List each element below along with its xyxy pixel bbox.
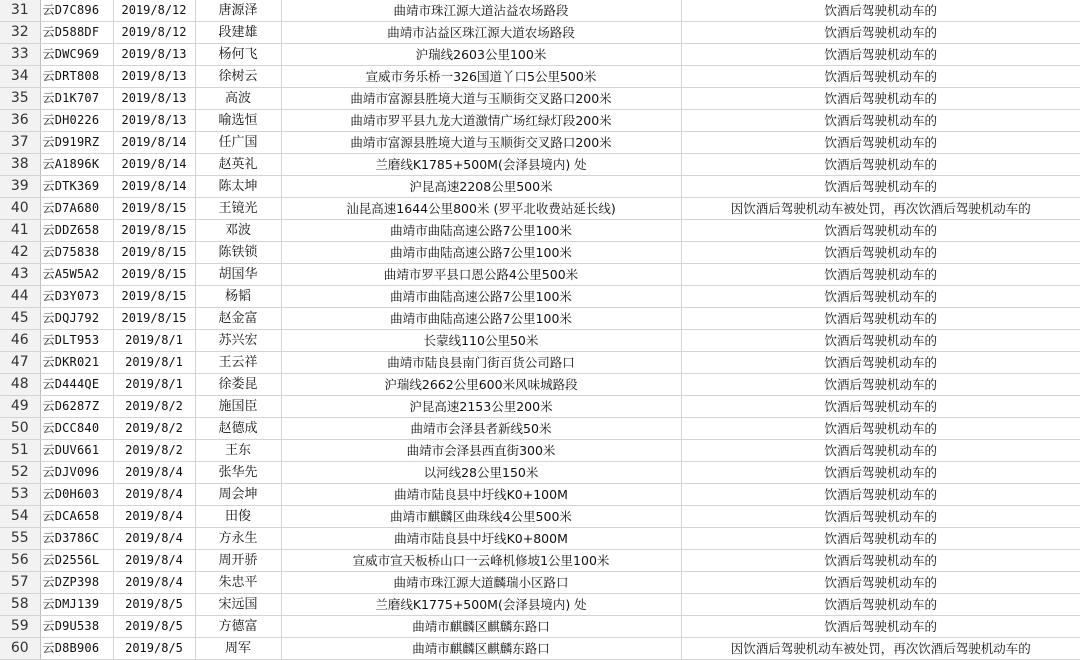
offense-cell[interactable]: 饮酒后驾驶机动车的 [681,418,1080,440]
row-number[interactable]: 44 [0,286,40,308]
date-cell[interactable]: 2019/8/2 [113,440,195,462]
row-number[interactable]: 49 [0,396,40,418]
date-cell[interactable]: 2019/8/5 [113,616,195,638]
row-number[interactable]: 55 [0,528,40,550]
location-cell[interactable]: 曲靖市沾益区珠江源大道农场路段 [281,22,681,44]
name-cell[interactable]: 邓波 [195,220,281,242]
name-cell[interactable]: 周会坤 [195,484,281,506]
location-cell[interactable]: 曲靖市富源县胜境大道与玉顺街交叉路口200米 [281,88,681,110]
row-number[interactable]: 41 [0,220,40,242]
name-cell[interactable]: 段建雄 [195,22,281,44]
name-cell[interactable]: 方德富 [195,616,281,638]
location-cell[interactable]: 曲靖市罗平县口恩公路4公里500米 [281,264,681,286]
location-cell[interactable]: 曲靖市陆良县南门街百货公司路口 [281,352,681,374]
row-number[interactable]: 58 [0,594,40,616]
plate-cell[interactable]: 云D919RZ [40,132,113,154]
name-cell[interactable]: 张华先 [195,462,281,484]
name-cell[interactable]: 高波 [195,88,281,110]
name-cell[interactable]: 周开骄 [195,550,281,572]
name-cell[interactable]: 任广国 [195,132,281,154]
location-cell[interactable]: 曲靖市富源县胜境大道与玉顺街交叉路口200米 [281,132,681,154]
date-cell[interactable]: 2019/8/13 [113,88,195,110]
offense-cell[interactable]: 饮酒后驾驶机动车的 [681,528,1080,550]
offense-cell[interactable]: 饮酒后驾驶机动车的 [681,396,1080,418]
location-cell[interactable]: 曲靖市曲陆高速公路7公里100米 [281,220,681,242]
table-row [0,528,1080,550]
offense-cell[interactable]: 因饮酒后驾驶机动车被处罚，再次饮酒后驾驶机动车的 [681,638,1080,660]
plate-cell[interactable]: 云DDZ658 [40,220,113,242]
location-cell[interactable]: 曲靖市珠江源大道沾益农场路段 [281,0,681,22]
plate-cell[interactable]: 云DWC969 [40,44,113,66]
plate-cell[interactable]: 云D8B906 [40,638,113,660]
row-number[interactable]: 32 [0,22,40,44]
table-row [0,220,1080,242]
offense-cell[interactable]: 饮酒后驾驶机动车的 [681,572,1080,594]
date-cell[interactable]: 2019/8/15 [113,198,195,220]
row-number[interactable]: 39 [0,176,40,198]
table-row [0,44,1080,66]
table-row [0,308,1080,330]
name-cell[interactable]: 喻选恒 [195,110,281,132]
row-number[interactable]: 45 [0,308,40,330]
offense-cell[interactable]: 饮酒后驾驶机动车的 [681,462,1080,484]
plate-cell[interactable]: 云DZP398 [40,572,113,594]
row-number[interactable]: 54 [0,506,40,528]
name-cell[interactable]: 赵金富 [195,308,281,330]
date-cell[interactable]: 2019/8/1 [113,330,195,352]
row-number[interactable]: 31 [0,0,40,22]
name-cell[interactable]: 周军 [195,638,281,660]
plate-cell[interactable]: 云A5W5A2 [40,264,113,286]
location-cell[interactable]: 曲靖市会泽县者新线50米 [281,418,681,440]
offense-cell[interactable]: 饮酒后驾驶机动车的 [681,88,1080,110]
name-cell[interactable]: 杨韬 [195,286,281,308]
offense-cell[interactable]: 因饮酒后驾驶机动车被处罚，再次饮酒后驾驶机动车的 [681,198,1080,220]
location-cell[interactable]: 以河线28公里150米 [281,462,681,484]
date-cell[interactable]: 2019/8/4 [113,484,195,506]
date-cell[interactable]: 2019/8/15 [113,286,195,308]
table-row [0,198,1080,220]
plate-cell[interactable]: 云DKR021 [40,352,113,374]
date-cell[interactable]: 2019/8/4 [113,572,195,594]
row-number[interactable]: 52 [0,462,40,484]
row-number[interactable]: 38 [0,154,40,176]
name-cell[interactable]: 杨何飞 [195,44,281,66]
name-cell[interactable]: 施国臣 [195,396,281,418]
location-cell[interactable]: 曲靖市陆良县中圩线K0+100M [281,484,681,506]
plate-cell[interactable]: 云DRT808 [40,66,113,88]
offense-cell[interactable]: 饮酒后驾驶机动车的 [681,550,1080,572]
date-cell[interactable]: 2019/8/13 [113,110,195,132]
date-cell[interactable]: 2019/8/15 [113,242,195,264]
plate-cell[interactable]: 云DCC840 [40,418,113,440]
row-number[interactable]: 35 [0,88,40,110]
date-cell[interactable]: 2019/8/5 [113,594,195,616]
date-cell[interactable]: 2019/8/4 [113,462,195,484]
plate-cell[interactable]: 云D7A680 [40,198,113,220]
date-cell[interactable]: 2019/8/14 [113,132,195,154]
date-cell[interactable]: 2019/8/2 [113,418,195,440]
date-cell[interactable]: 2019/8/5 [113,638,195,660]
table-row [0,572,1080,594]
row-number[interactable]: 48 [0,374,40,396]
table-row [0,264,1080,286]
date-cell[interactable]: 2019/8/14 [113,176,195,198]
location-cell[interactable]: 长蒙线110公里50米 [281,330,681,352]
table-row [0,374,1080,396]
date-cell[interactable]: 2019/8/4 [113,528,195,550]
date-cell[interactable]: 2019/8/15 [113,220,195,242]
name-cell[interactable]: 赵德成 [195,418,281,440]
table-row [0,88,1080,110]
name-cell[interactable]: 王云祥 [195,352,281,374]
name-cell[interactable]: 苏兴宏 [195,330,281,352]
date-cell[interactable]: 2019/8/4 [113,550,195,572]
table-row [0,286,1080,308]
plate-cell[interactable]: 云D3786C [40,528,113,550]
name-cell[interactable]: 陈铁锁 [195,242,281,264]
location-cell[interactable]: 沪昆高速2208公里500米 [281,176,681,198]
table-row [0,352,1080,374]
name-cell[interactable]: 王东 [195,440,281,462]
date-cell[interactable]: 2019/8/13 [113,66,195,88]
location-cell[interactable]: 宣威市宣天板桥山口一云峰机修坡1公里100米 [281,550,681,572]
date-cell[interactable]: 2019/8/2 [113,396,195,418]
offense-cell[interactable]: 饮酒后驾驶机动车的 [681,132,1080,154]
name-cell[interactable]: 王镜光 [195,198,281,220]
name-cell[interactable]: 唐源泽 [195,0,281,22]
name-cell[interactable]: 徐树云 [195,66,281,88]
plate-cell[interactable]: 云DMJ139 [40,594,113,616]
location-cell[interactable]: 沪瑞线2662公里600米风味城路段 [281,374,681,396]
offense-cell[interactable]: 饮酒后驾驶机动车的 [681,154,1080,176]
table-row [0,638,1080,660]
date-cell[interactable]: 2019/8/13 [113,44,195,66]
plate-cell[interactable]: 云DTK369 [40,176,113,198]
location-cell[interactable]: 兰磨线K1775+500M(会泽县境内) 处 [281,594,681,616]
offense-cell[interactable]: 饮酒后驾驶机动车的 [681,484,1080,506]
plate-cell[interactable]: 云DCA658 [40,506,113,528]
table-row [0,550,1080,572]
location-cell[interactable]: 兰磨线K1785+500M(会泽县境内) 处 [281,154,681,176]
row-number[interactable]: 51 [0,440,40,462]
row-number[interactable]: 56 [0,550,40,572]
row-number[interactable]: 59 [0,616,40,638]
name-cell[interactable]: 朱忠平 [195,572,281,594]
offense-cell[interactable]: 饮酒后驾驶机动车的 [681,264,1080,286]
table-row [0,418,1080,440]
offense-cell[interactable]: 饮酒后驾驶机动车的 [681,44,1080,66]
table-row [0,616,1080,638]
name-cell[interactable]: 赵英礼 [195,154,281,176]
table-row [0,22,1080,44]
offense-cell[interactable]: 饮酒后驾驶机动车的 [681,594,1080,616]
table-row [0,396,1080,418]
row-number[interactable]: 40 [0,198,40,220]
plate-cell[interactable]: 云DUV661 [40,440,113,462]
offense-cell[interactable]: 饮酒后驾驶机动车的 [681,352,1080,374]
location-cell[interactable]: 汕昆高速1644公里800米 (罗平北收费站延长线) [281,198,681,220]
offense-cell[interactable]: 饮酒后驾驶机动车的 [681,66,1080,88]
location-cell[interactable]: 曲靖市珠江源大道麟瑞小区路口 [281,572,681,594]
table-row [0,154,1080,176]
plate-cell[interactable]: 云D2556L [40,550,113,572]
location-cell[interactable]: 曲靖市陆良县中圩线K0+800M [281,528,681,550]
offense-cell[interactable]: 饮酒后驾驶机动车的 [681,308,1080,330]
location-cell[interactable]: 曲靖市麒麟区麒麟东路口 [281,638,681,660]
plate-cell[interactable]: 云DQJ792 [40,308,113,330]
row-number[interactable]: 53 [0,484,40,506]
row-number[interactable]: 36 [0,110,40,132]
date-cell[interactable]: 2019/8/1 [113,374,195,396]
location-cell[interactable]: 沪瑞线2603公里100米 [281,44,681,66]
row-number[interactable]: 57 [0,572,40,594]
offense-cell[interactable]: 饮酒后驾驶机动车的 [681,286,1080,308]
row-number[interactable]: 60 [0,638,40,660]
offense-cell[interactable]: 饮酒后驾驶机动车的 [681,110,1080,132]
row-number[interactable]: 46 [0,330,40,352]
location-cell[interactable]: 曲靖市麒麟区曲珠线4公里500米 [281,506,681,528]
offense-cell[interactable]: 饮酒后驾驶机动车的 [681,220,1080,242]
location-cell[interactable]: 曲靖市麒麟区麒麟东路口 [281,616,681,638]
date-cell[interactable]: 2019/8/12 [113,22,195,44]
location-cell[interactable]: 曲靖市曲陆高速公路7公里100米 [281,286,681,308]
plate-cell[interactable]: 云D444QE [40,374,113,396]
offense-cell[interactable]: 饮酒后驾驶机动车的 [681,330,1080,352]
date-cell[interactable]: 2019/8/15 [113,264,195,286]
offense-cell[interactable]: 饮酒后驾驶机动车的 [681,22,1080,44]
name-cell[interactable]: 方永生 [195,528,281,550]
row-number[interactable]: 34 [0,66,40,88]
table-row [0,440,1080,462]
offense-cell[interactable]: 饮酒后驾驶机动车的 [681,176,1080,198]
plate-cell[interactable]: 云D1K707 [40,88,113,110]
location-cell[interactable]: 沪昆高速2153公里200米 [281,396,681,418]
offense-cell[interactable]: 饮酒后驾驶机动车的 [681,440,1080,462]
table-row [0,176,1080,198]
plate-cell[interactable]: 云D75838 [40,242,113,264]
plate-cell[interactable]: 云D3Y073 [40,286,113,308]
name-cell[interactable]: 徐娄昆 [195,374,281,396]
offense-cell[interactable]: 饮酒后驾驶机动车的 [681,616,1080,638]
row-number[interactable]: 50 [0,418,40,440]
plate-cell[interactable]: 云D588DF [40,22,113,44]
table-row [0,462,1080,484]
date-cell[interactable]: 2019/8/4 [113,506,195,528]
table-row [0,0,1080,22]
date-cell[interactable]: 2019/8/15 [113,308,195,330]
table-row [0,132,1080,154]
table-row [0,66,1080,88]
plate-cell[interactable]: 云DLT953 [40,330,113,352]
name-cell[interactable]: 田俊 [195,506,281,528]
plate-cell[interactable]: 云D7C896 [40,0,113,22]
plate-cell[interactable]: 云DJV096 [40,462,113,484]
plate-cell[interactable]: 云A1896K [40,154,113,176]
name-cell[interactable]: 陈太坤 [195,176,281,198]
offense-cell[interactable]: 饮酒后驾驶机动车的 [681,506,1080,528]
table-row [0,506,1080,528]
date-cell[interactable]: 2019/8/1 [113,352,195,374]
date-cell[interactable]: 2019/8/14 [113,154,195,176]
offense-cell[interactable]: 饮酒后驾驶机动车的 [681,0,1080,22]
row-number[interactable]: 37 [0,132,40,154]
row-number[interactable]: 47 [0,352,40,374]
plate-cell[interactable]: 云D6287Z [40,396,113,418]
row-number[interactable]: 33 [0,44,40,66]
location-cell[interactable]: 曲靖市罗平县九龙大道激情广场红绿灯段200米 [281,110,681,132]
plate-cell[interactable]: 云D9U538 [40,616,113,638]
row-number[interactable]: 42 [0,242,40,264]
table-row [0,242,1080,264]
plate-cell[interactable]: 云D0H603 [40,484,113,506]
location-cell[interactable]: 曲靖市曲陆高速公路7公里100米 [281,308,681,330]
plate-cell[interactable]: 云DH0226 [40,110,113,132]
location-cell[interactable]: 曲靖市会泽县西直街300米 [281,440,681,462]
offense-cell[interactable]: 饮酒后驾驶机动车的 [681,242,1080,264]
table-row [0,484,1080,506]
name-cell[interactable]: 宋远国 [195,594,281,616]
table-row [0,110,1080,132]
location-cell[interactable]: 宣威市务乐桥一326国道丫口5公里500米 [281,66,681,88]
location-cell[interactable]: 曲靖市曲陆高速公路7公里100米 [281,242,681,264]
row-number[interactable]: 43 [0,264,40,286]
date-cell[interactable]: 2019/8/12 [113,0,195,22]
offense-cell[interactable]: 饮酒后驾驶机动车的 [681,374,1080,396]
name-cell[interactable]: 胡国华 [195,264,281,286]
table-row [0,594,1080,616]
table-row [0,330,1080,352]
